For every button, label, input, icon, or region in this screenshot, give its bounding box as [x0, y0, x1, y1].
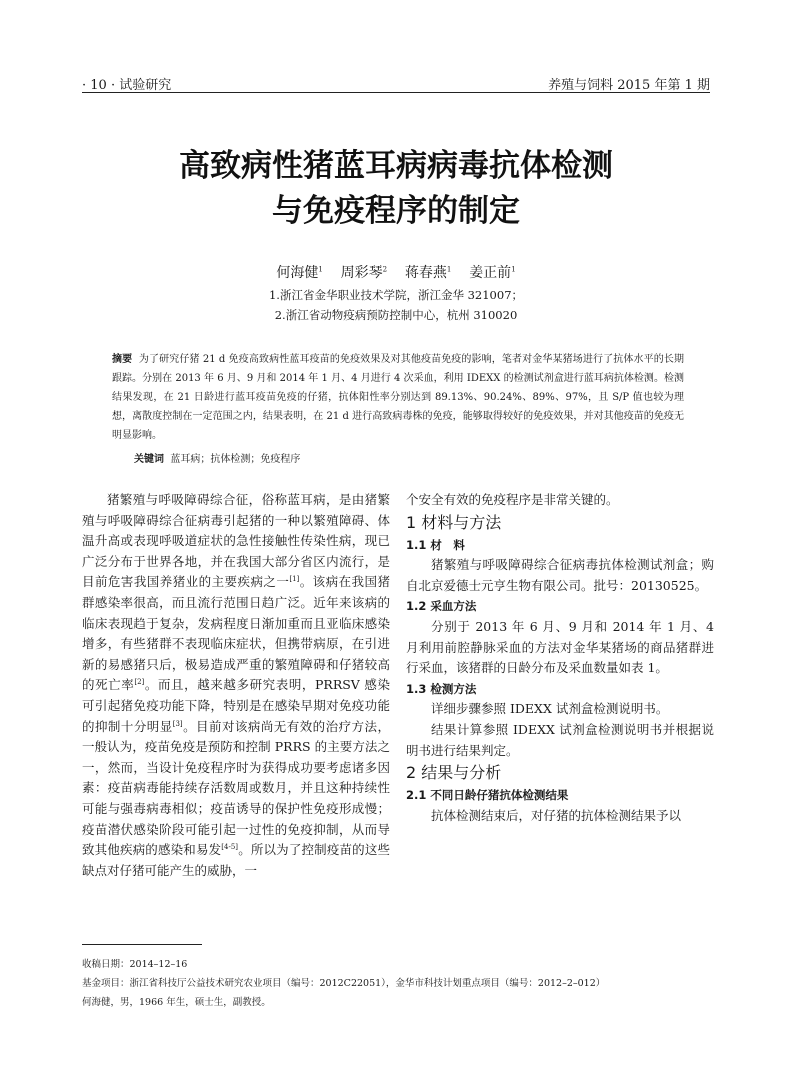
- intro-paragraph-continued: 个安全有效的免疫程序是非常关键的。: [406, 492, 619, 507]
- footnote-fund: 基金项目：浙江省科技厅公益技术研究农业项目（编号：2012C22051），金华市科技计划重点项目（编号：2012–2–012）: [82, 978, 606, 989]
- method-paragraph: 结果计算参照 IDEXX 试剂盒检测说明书并根据说明书进行结果判定。: [406, 721, 714, 758]
- title-line-1: 高致病性猪蓝耳病病毒抗体检测: [179, 148, 613, 184]
- results-paragraph: 抗体检测结束后，对仔猪的抗体检测结果予以: [431, 807, 682, 823]
- section-heading: 1 材料与方法: [406, 512, 502, 532]
- abstract-text: 为了研究仔猪 21 d 免疫高致病性蓝耳疫苗的免疫效果及对其他疫苗免疫的影响，笔者对金华某猪场进行了抗体水平的长期跟踪。分别在 2013 年 6 月、9 月和 2014 年 1 月、4 月进行 4 次采血，利用 IDEXX 的检测试剂盒进行蓝耳病抗体检测。检测结果发现，在 21 日龄进行蓝耳疫苗免疫的仔猪，抗体阳性率分别达到 89.13%、90.24%、89%、97%，且 S/P 值也较为理想，离散度控制在一定范围之内，结果表明，在 21 d 进行高致病毒株的免疫，能够取得较好的免疫效果，并对其他疫苗的免疫无明显影响。: [112, 354, 685, 441]
- affiliation-2: 2.浙江省动物疫病预防控制中心，杭州 310020: [274, 308, 518, 322]
- author-name: 蒋春燕: [404, 265, 447, 281]
- page-section-header: · 10 · 试验研究: [82, 78, 172, 93]
- author-list: [0, 262, 792, 282]
- author-affiliation-mark: 1: [511, 265, 516, 274]
- title-line-2: 与免疫程序的制定: [272, 193, 520, 229]
- abstract: [112, 350, 684, 445]
- citation-ref: [3]: [172, 719, 183, 728]
- author-affiliation-mark: 2: [382, 265, 388, 274]
- subsection-heading: 1.1 材 料: [406, 537, 465, 552]
- body-column-left: [82, 490, 390, 881]
- subsection-heading: 1.2 采血方法: [406, 599, 477, 614]
- footnote-received-date: 收稿日期：2014–12–16: [82, 959, 188, 970]
- footnote-author-bio: 何海健，男，1966 年生，硕士生，副教授。: [82, 997, 271, 1008]
- keywords-text: 蓝耳病；抗体检测；免疫程序: [170, 454, 301, 465]
- author-name: 姜正前: [469, 265, 512, 281]
- materials-paragraph: 猪繁殖与呼吸障碍综合征病毒抗体检测试剂盒；购自北京爱德士元亨生物有限公司。批号：20130525。: [406, 557, 714, 593]
- author-name: 周彩琴: [340, 265, 383, 281]
- section-heading: 2 结果与分析: [406, 763, 502, 783]
- citation-ref: [4-5]: [221, 842, 239, 851]
- citation-ref: [1]: [289, 575, 300, 584]
- keywords-label: 关键词: [134, 454, 164, 465]
- subsection-heading: 2.1 不同日龄仔猪抗体检测结果: [406, 788, 569, 803]
- body-column-right: [406, 490, 714, 826]
- sampling-paragraph: 分别于 2013 年 6 月、9 月和 2014 年 1 月、4 月利用前腔静脉采血的方法对金华某猪场的商品猪群进行采血，该猪群的日龄分布及采血数量如表 1。: [406, 618, 714, 676]
- author-name: 何海健: [276, 265, 319, 281]
- author-affiliation-mark: 1: [446, 265, 452, 274]
- footnote-rule: [82, 944, 202, 945]
- abstract-label: 摘要: [112, 354, 133, 365]
- affiliation-1: 1.浙江省金华职业技术学院，浙江金华 321007；: [268, 288, 524, 302]
- journal-issue-header: 养殖与饲料 2015 年第 1 期: [548, 78, 710, 93]
- subsection-heading: 1.3 检测方法: [406, 681, 477, 696]
- intro-paragraph: 猪繁殖与呼吸障碍综合征，俗称蓝耳病，是由猪繁殖与呼吸障碍综合征病毒引起猪的一种以繁殖障碍、体温升高或表现呼吸道症状的急性接触性传染性病，现已广泛分布于世界各地，并在我国大部分省区内流行，是目前危害我国养猪业的主要疾病之一[1]。该病在我国猪群感染率很高，而且流行范围日趋广泛。近年来该病的临床表现趋于复杂，发病程度日渐加重而且亚临床感染增多，有些猪群不表现临床症状，但携带病原，在引进新的易感猪只后，极易造成严重的繁殖障碍和仔猪较高的死亡率[2]。而且，越来越多研究表明，PRRSV 感染可引起猪免疫功能下降，特别是在感染早期对免疫功能的抑制十分明显[3]。目前对该病尚无有效的治疗方法，一般认为，疫苗免疫是预防和控制 PRRS 的主要方法之一，然而，当设计免疫程序时为获得成功要考虑诸多因素：疫苗病毒能持续存活数周或数月，并且这种持续性可能与强毒病毒相似；疫苗诱导的保护性免疫形成慢；疫苗潜伏感染阶段可能引起一过性的免疫抑制，从而导致其他疾病的感染和易发[4-5]。所以为了控制疫苗的这些缺点对仔猪可能产生的威胁，一: [82, 492, 390, 878]
- keywords: [134, 450, 300, 465]
- method-paragraph: 详细步骤参照 IDEXX 试剂盒检测说明书。: [431, 701, 669, 717]
- author-affiliation-mark: 1: [318, 265, 323, 274]
- citation-ref: [2]: [134, 678, 145, 687]
- header-rule: [82, 92, 710, 93]
